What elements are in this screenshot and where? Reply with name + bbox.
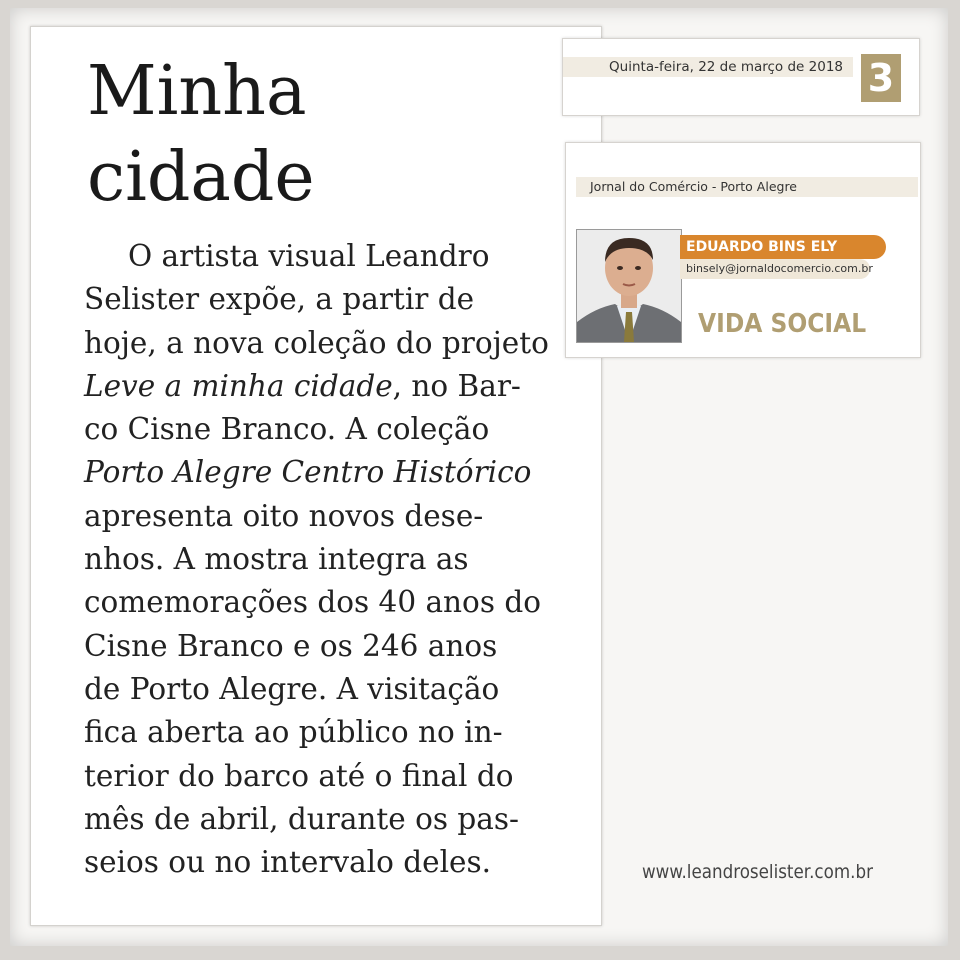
headline-line-1: Minha [87,52,307,131]
portrait-image [577,230,681,342]
body-line-rest: , no Bar- [392,368,521,403]
publication-date: Quinta-feira, 22 de março de 2018 [609,59,843,75]
column-header-clipping [565,142,921,358]
article-body [84,235,556,884]
page-number-badge: 3 [861,54,901,102]
body-line: O artista visual Leandro [128,239,490,273]
body-line: terior do barco até o final do [84,758,514,793]
body-line [84,451,556,494]
headline-line-2: cidade [87,138,315,217]
body-line: seios ou no intervalo deles. [84,845,492,880]
body-line [84,365,556,408]
website-link[interactable]: www.leandroselister.com.br [642,861,873,883]
project-title: Leve a minha cidade [84,368,393,403]
article-clipping [30,26,602,926]
body-line: de Porto Alegre. A visitação [84,671,500,706]
author-portrait [576,229,682,343]
date-header-clipping [562,38,920,116]
section-title: VIDA SOCIAL [698,309,867,339]
author-email: binsely@jornaldocomercio.com.br [686,262,873,275]
body-line: co Cisne Branco. A coleção [84,412,490,447]
body-line: Cisne Branco e os 246 anos [84,628,498,663]
article-headline [87,49,567,221]
body-line: nhos. A mostra integra as [84,542,469,577]
body-line: apresenta oito novos dese- [84,498,484,533]
body-line: hoje, a nova coleção do projeto [84,325,549,360]
newspaper-name: Jornal do Comércio - Porto Alegre [590,179,798,194]
body-line: mês de abril, durante os pas- [84,801,519,836]
body-line: Selister expõe, a partir de [84,282,475,317]
body-line: comemorações dos 40 anos do [84,585,541,620]
collection-title: Porto Alegre Centro Histórico [84,455,532,490]
body-line: fica aberta ao público no in- [84,715,503,750]
author-name: EDUARDO BINS ELY [686,239,838,255]
